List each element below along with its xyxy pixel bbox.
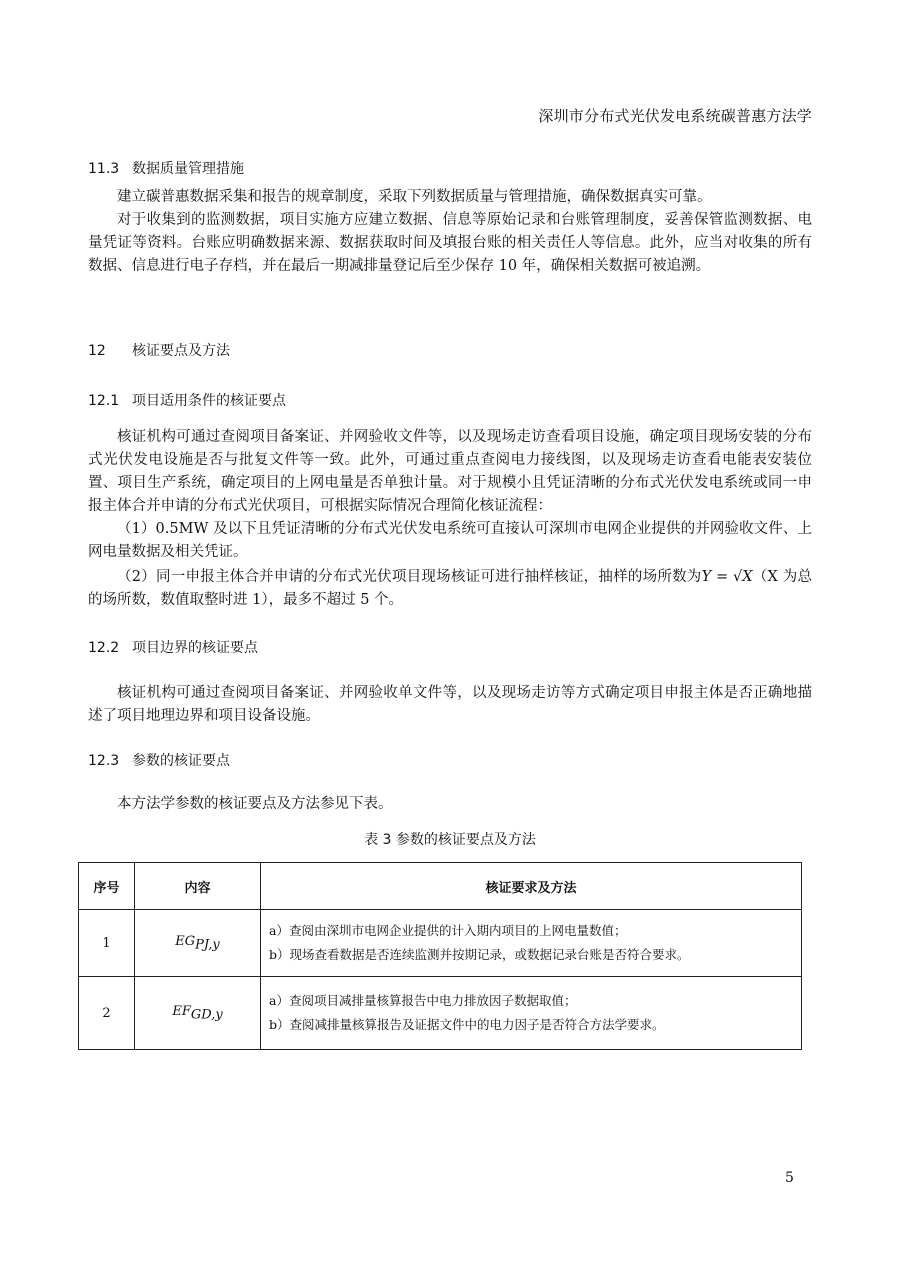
section-title: 项目边界的核证要点 <box>132 640 258 656</box>
requirements-cell <box>261 977 802 1050</box>
section-number: 12.3 <box>88 753 120 769</box>
symbol-subscript: PJ,y <box>195 937 220 953</box>
symbol-main: EF <box>172 1003 191 1019</box>
requirement-item: b）查阅减排量核算报告及证据文件中的电力因子是否符合方法学要求。 <box>269 1017 665 1032</box>
paragraph: 核证机构可通过查阅项目备案证、并网验收文件等，以及现场走访查看项目设施，确定项目现场安装的分布式光伏发电设施是否与批复文件等一致。此外，可通过重点查阅电力接线图，以及现场走访查看电能表安装位置、项目生产系统，确定项目的上网电量是否单独计量。对于规模小且凭证清晰的分布式光伏发电系统或同一申报主体合并申请的分布式光伏项目，可根据实际情况合理简化核证流程： <box>88 429 812 514</box>
page-number: 5 <box>785 1170 794 1186</box>
section-number: 12 <box>88 343 106 359</box>
section-12-heading <box>88 340 230 360</box>
table-caption: 表 3 参数的核证要点及方法 <box>364 832 536 848</box>
table-row <box>79 910 802 977</box>
list-item-text: （X 为总的场所数，数值取整时进 1），最多不超过 5 个。 <box>88 569 812 608</box>
section-title: 核证要点及方法 <box>132 343 230 359</box>
paragraph: 本方法学参数的核证要点及方法参见下表。 <box>117 796 393 812</box>
parameter-symbol <box>135 910 261 977</box>
requirements-cell <box>261 910 802 977</box>
list-item: （1）0.5MW 及以下且凭证清晰的分布式光伏发电系统可直接认可深圳市电网企业提供的并网验收文件、上网电量数据及相关凭证。 <box>88 521 812 560</box>
requirement-item: b）现场查看数据是否连续监测并按期记录，或数据记录台账是否符合要求。 <box>269 947 690 962</box>
table-row <box>79 977 802 1050</box>
running-header: 深圳市分布式光伏发电系统碳普惠方法学 <box>538 107 812 125</box>
column-header-no: 序号 <box>79 863 135 910</box>
row-number: 2 <box>79 977 135 1050</box>
parameter-symbol <box>135 977 261 1050</box>
section-title: 参数的核证要点 <box>132 753 230 769</box>
requirement-item: a）查阅由深圳市电网企业提供的计入期内项目的上网电量数值； <box>269 923 627 938</box>
paragraph: 对于收集到的监测数据，项目实施方应建立数据、信息等原始记录和台账管理制度，妥善保管监测数据、电量凭证等资料。台账应明确数据来源、数据获取时间及填报台账的相关责任人等信息。此外，应当对收集的所有数据、信息进行电子存档，并在最后一期减排量登记后至少保存 10 年，确保相关数据可被追溯。 <box>88 212 812 274</box>
sampling-formula: Y = √X <box>701 569 753 585</box>
list-item <box>88 566 812 612</box>
section-number: 11.3 <box>88 161 120 177</box>
symbol-subscript: GD,y <box>190 1007 223 1023</box>
parameter-table <box>78 862 802 1050</box>
section-11-3-heading <box>88 158 244 178</box>
section-12-1-heading <box>88 390 286 410</box>
section-title: 项目适用条件的核证要点 <box>132 393 286 409</box>
section-number: 12.1 <box>88 393 120 409</box>
paragraph: 核证机构可通过查阅项目备案证、并网验收单文件等，以及现场走访等方式确定项目申报主体是否正确地描述了项目地理边界和项目设备设施。 <box>88 685 812 724</box>
row-number: 1 <box>79 910 135 977</box>
table-header-row <box>79 863 802 910</box>
paragraph: 建立碳普惠数据采集和报告的规章制度，采取下列数据质量与管理措施，确保数据真实可靠。 <box>117 189 712 205</box>
column-header-content: 内容 <box>135 863 261 910</box>
section-12-3-heading <box>88 750 230 770</box>
section-title: 数据质量管理措施 <box>132 161 244 177</box>
column-header-requirements: 核证要求及方法 <box>261 863 802 910</box>
list-item-text: （2）同一申报主体合并申请的分布式光伏项目现场核证可进行抽样核证，抽样的场所数为 <box>117 569 702 585</box>
section-number: 12.2 <box>88 640 120 656</box>
section-12-2-heading <box>88 637 258 657</box>
symbol-main: EG <box>175 933 196 949</box>
requirement-item: a）查阅项目减排量核算报告中电力排放因子数据取值； <box>269 993 577 1008</box>
